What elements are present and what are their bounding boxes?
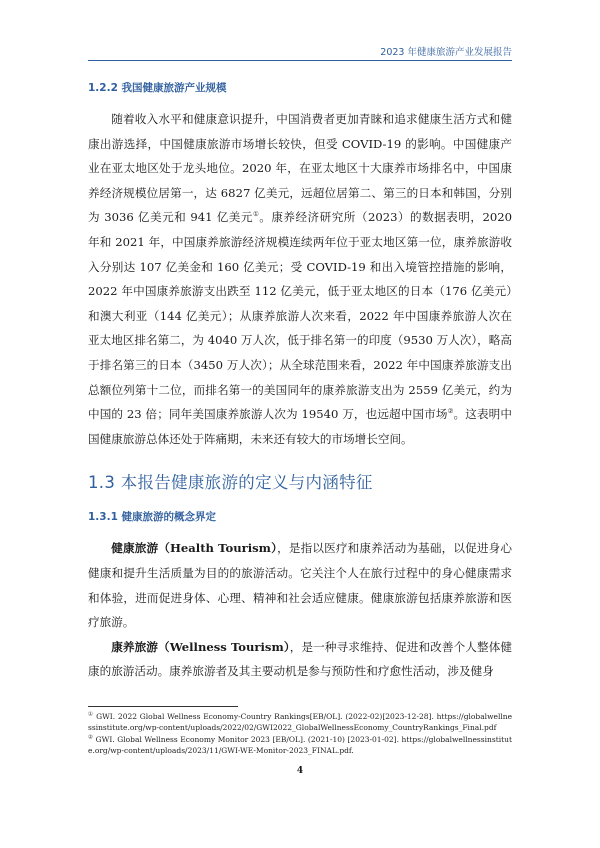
footnote-separator <box>88 706 238 707</box>
paragraph-text-c: 。这表明中国健康旅游总体还处于阵痛期，未来还有较大的市场增长空间。 <box>88 407 512 446</box>
footnote-mark: ① <box>88 711 94 718</box>
paragraph-wellness-tourism <box>88 635 512 684</box>
running-header: 2023 年健康旅游产业发展报告 <box>380 47 512 58</box>
header-rule <box>88 60 512 61</box>
footnote-text: GWI. 2022 Global Wellness Economy-Country Rankings[EB/OL]. (2022-02)[2023-12-28]. https://globalwellnessinstitute.org/wp-content/uploads/2022/02/GWI2022_GlobalWellnessEconomy_CountryRankings_Final.pdf <box>88 712 513 732</box>
section-heading-1-3: 1.3 本报告健康旅游的定义与内涵特征 <box>88 473 373 493</box>
footnote-text: GWI. Global Wellness Economy Monitor 2023 [EB/OL]. (2021-10) [2023-01-02]. https://globalwellnessinstitute.org/wp-content/uploads/2023/11/GWI-WE-Monitor-2023_FINAL.pdf. <box>88 735 512 755</box>
footnotes <box>88 712 512 758</box>
paragraph-text-b: 。康养经济研究所（2023）的数据表明，2020 年和 2021 年，中国康养旅游经济规模连续两年位于亚太地区第一位，康养旅游收入分别达 107 亿美金和 160 亿美元；受 COVID-19 和出入境管控措施的影响，2022 年中国康养旅游支出跌至 112 亿美元，低于亚太地区的日本（176 亿美元）和澳大利亚（144 亿美元）；从康养旅游人次来看，2022 年中国康养旅游人次在亚太地区排名第二，为 4040 万人次，低于排名第一的印度（9530 万人次），略高于排名第三的日本（3450 万人次）；从全球范围来看，2022 年中国康养旅游支出总额位列第十二位，而排名第一的美国同年的康养旅游支出为 2559 亿美元，约为中国的 23 倍；同年美国康养旅游人次为 19540 万，也远超中国市场 <box>88 210 512 422</box>
definition-health-tourism: ，是指以医疗和康养活动为基础，以促进身心健康和提升生活质量为目的的旅游活动。它关注个人在旅行过程中的身心健康需求和体验，进而促进身体、心理、精神和社会适应健康。健康旅游包括康养旅游和医疗旅游。 <box>88 541 512 630</box>
term-health-tourism: 健康旅游（Health Tourism） <box>111 541 278 556</box>
footnote-mark: ② <box>88 734 94 741</box>
page-number: 4 <box>296 766 304 776</box>
term-wellness-tourism: 康养旅游（Wellness Tourism） <box>111 639 290 654</box>
paragraph-text-a: 随着收入水平和健康意识提升，中国消费者更加青睐和追求健康生活方式和健康出游选择，中国健康旅游市场增长较快，但受 COVID-19 的影响。中国健康产业在亚太地区处于龙头地位。2020 年，在亚太地区十大康养市场排名中，中国康养经济规模位居第一，达 6827 亿美元，远超位居第二、第三的日本和韩国，分别为 3036 亿美元和 941 亿美元 <box>88 112 512 225</box>
paragraph-health-tourism <box>88 536 512 634</box>
footnote-1 <box>88 712 512 733</box>
footnote-ref-1[interactable]: ① <box>252 210 260 219</box>
footnote-2 <box>88 735 512 756</box>
section-heading-1-3-1: 1.3.1 健康旅游的概念界定 <box>88 511 217 524</box>
section-heading-1-2-2: 1.2.2 我国健康旅游产业规模 <box>88 82 227 94</box>
definition-wellness-tourism: ，是一种寻求维持、促进和改善个人整体健康的旅游活动。康养旅游者及其主要动机是参与预防性和疗愈性活动，涉及健身 <box>88 639 512 679</box>
page-body <box>88 74 512 684</box>
footnote-ref-2[interactable]: ② <box>447 407 454 416</box>
paragraph-market-size <box>88 107 512 451</box>
